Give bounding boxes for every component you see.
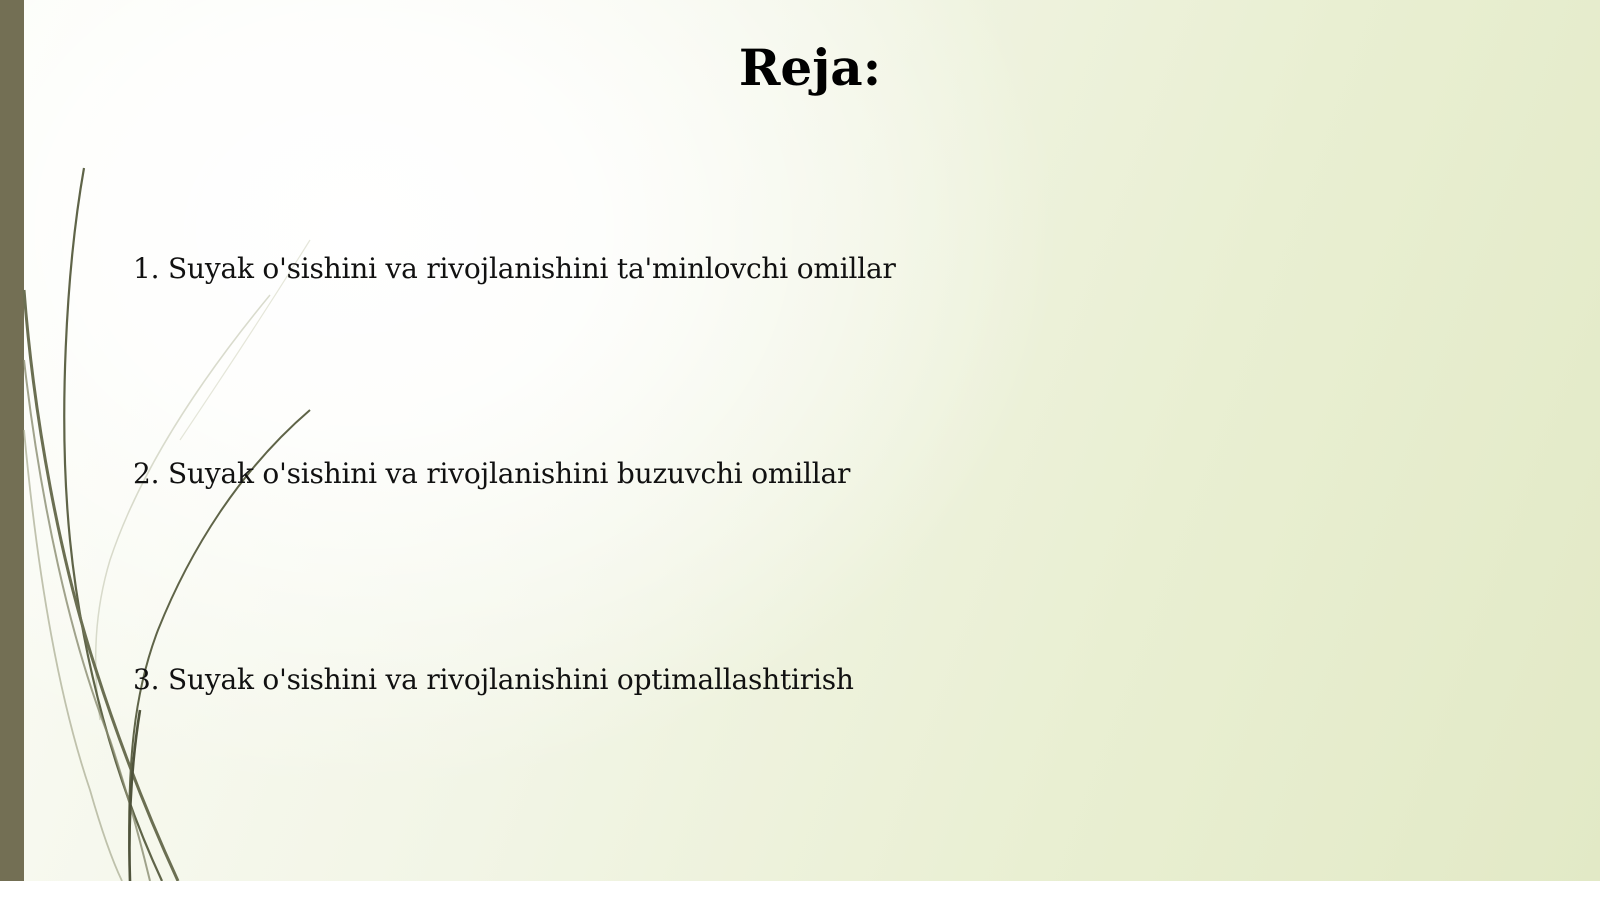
slide-title: Reja: — [738, 38, 882, 97]
grass-blades-decoration — [0, 0, 340, 899]
plan-item-3: 3. Suyak o'sishini va rivojlanishini optimallashtirish — [133, 663, 854, 696]
plan-item-1: 1. Suyak o'sishini va rivojlanishini ta'minlovchi omillar — [133, 252, 896, 285]
bottom-edge — [0, 881, 1600, 899]
plan-item-2: 2. Suyak o'sishini va rivojlanishini buzuvchi omillar — [133, 457, 851, 490]
